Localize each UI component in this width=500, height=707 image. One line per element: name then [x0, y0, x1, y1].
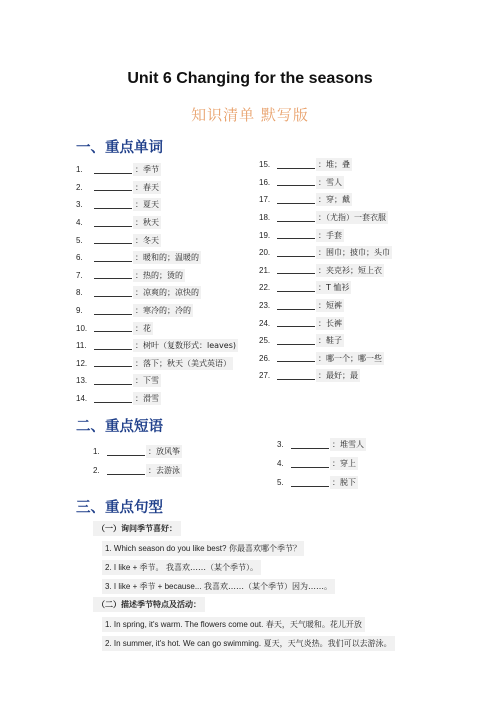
- word-row: [76, 249, 238, 267]
- answer-blank[interactable]: [277, 266, 315, 274]
- word-row: [259, 156, 392, 174]
- answer-blank[interactable]: [277, 178, 315, 186]
- item-meaning: ：堆雪人: [332, 440, 364, 449]
- item-meaning: ：暖和的；温暖的: [135, 253, 199, 263]
- word-row: [259, 332, 392, 350]
- answer-blank[interactable]: [277, 284, 315, 292]
- item-number: 6.: [76, 253, 83, 263]
- document-subtitle: 知识清单 默写版: [191, 106, 309, 124]
- phrase-row: [93, 461, 182, 480]
- item-meaning: ：鞋子: [318, 336, 342, 346]
- answer-blank[interactable]: [107, 448, 145, 456]
- item-meaning: ：T 恤衫: [318, 283, 350, 293]
- item-meaning: ：滑雪: [135, 394, 159, 404]
- item-meaning: ：秋天: [135, 218, 159, 228]
- section-heading-phrases: 二、重点短语: [76, 418, 163, 435]
- phrase-row: [277, 435, 366, 454]
- item-meaning: ：凉爽的；凉快的: [135, 288, 199, 298]
- answer-blank[interactable]: [94, 359, 132, 367]
- item-number: 2.: [76, 182, 83, 192]
- section-heading-words: 一、重点单词: [76, 139, 163, 156]
- answer-blank[interactable]: [94, 254, 132, 262]
- answer-blank[interactable]: [277, 319, 315, 327]
- word-row: [259, 350, 392, 368]
- item-number: 25.: [259, 336, 271, 346]
- item-meaning: ：冬天: [135, 235, 159, 245]
- word-row: [76, 372, 238, 390]
- item-meaning: ：穿上: [332, 459, 356, 468]
- item-number: 4.: [76, 218, 83, 228]
- item-number: 14.: [76, 394, 88, 404]
- item-number: 11.: [76, 341, 87, 351]
- item-number: 22.: [259, 283, 271, 293]
- answer-blank[interactable]: [94, 377, 132, 385]
- item-meaning: ：夏天: [135, 200, 159, 210]
- word-row: [76, 179, 238, 197]
- word-row: [76, 302, 238, 320]
- item-meaning: ：长裤: [318, 318, 342, 328]
- item-meaning: ：落下；秋天（美式英语）: [135, 358, 231, 368]
- answer-blank[interactable]: [94, 183, 132, 191]
- answer-blank[interactable]: [94, 201, 132, 209]
- word-row: [76, 319, 238, 337]
- answer-blank[interactable]: [277, 249, 315, 257]
- phrase-list-left: [93, 442, 182, 480]
- item-meaning: ：最好；最: [318, 371, 358, 381]
- word-row: [259, 279, 392, 297]
- item-number: 19.: [259, 230, 271, 240]
- item-meaning: ：哪一个；哪一些: [318, 353, 382, 363]
- item-number: 24.: [259, 318, 271, 328]
- item-meaning: ：季节: [135, 165, 159, 175]
- item-meaning: ：花: [135, 323, 151, 333]
- item-meaning: ：寒冷的；冷的: [135, 306, 191, 316]
- word-row: [259, 226, 392, 244]
- phrase-row: [277, 454, 366, 473]
- answer-blank[interactable]: [94, 289, 132, 297]
- item-number: 3.: [277, 440, 284, 449]
- item-number: 2.: [93, 466, 100, 475]
- answer-blank[interactable]: [94, 342, 132, 350]
- sentence-item: 1. In spring, it's warm. The flowers come out. 春天，天气暖和。花儿开放: [102, 617, 365, 632]
- answer-blank[interactable]: [277, 337, 315, 345]
- item-meaning: ：夹克衫；短上衣: [318, 265, 382, 275]
- word-row: [259, 297, 392, 315]
- item-number: 3.: [76, 200, 83, 210]
- item-meaning: ：手套: [318, 230, 342, 240]
- answer-blank[interactable]: [277, 231, 315, 239]
- word-row: [259, 314, 392, 332]
- phrase-row: [93, 442, 182, 461]
- item-number: 20.: [259, 248, 271, 258]
- item-number: 9.: [76, 306, 83, 316]
- word-row: [76, 214, 238, 232]
- item-number: 10.: [76, 323, 88, 333]
- item-number: 8.: [76, 288, 83, 298]
- answer-blank[interactable]: [277, 372, 315, 380]
- item-number: 17.: [259, 195, 271, 205]
- item-number: 16.: [259, 177, 271, 187]
- item-number: 18.: [259, 213, 271, 223]
- group-heading-season-preference: （一）询问季节喜好：: [93, 521, 181, 536]
- item-number: 26.: [259, 353, 271, 363]
- word-row: [259, 262, 392, 280]
- item-meaning: ：穿；戴: [318, 195, 350, 205]
- word-row: [76, 355, 238, 373]
- word-row: [259, 244, 392, 262]
- item-meaning: ：堆；叠: [318, 160, 350, 170]
- answer-blank[interactable]: [291, 460, 329, 468]
- answer-blank[interactable]: [94, 236, 132, 244]
- word-row: [76, 231, 238, 249]
- word-row: [76, 390, 238, 408]
- item-meaning: ：春天: [135, 182, 159, 192]
- document-title: Unit 6 Changing for the seasons: [127, 70, 373, 87]
- item-number: 7.: [76, 270, 83, 280]
- item-number: 27.: [259, 371, 271, 381]
- item-number: 23.: [259, 301, 271, 311]
- word-list-right: [259, 156, 392, 385]
- item-meaning: ：雪人: [318, 177, 342, 187]
- item-number: 12.: [76, 358, 88, 368]
- answer-blank[interactable]: [277, 196, 315, 204]
- sentence-item: 2. I like + 季节。 我喜欢……（某个季节）。: [102, 560, 261, 575]
- item-meaning: ：围巾；披巾；头巾: [318, 248, 390, 258]
- group-heading-season-features: （二）描述季节特点及活动：: [93, 597, 205, 612]
- item-number: 5.: [76, 235, 83, 245]
- word-row: [76, 196, 238, 214]
- item-number: 21.: [259, 265, 271, 275]
- item-meaning: ：短裤: [318, 301, 342, 311]
- answer-blank[interactable]: [94, 307, 132, 315]
- item-number: 13.: [76, 376, 88, 386]
- item-number: 1.: [76, 165, 83, 175]
- sentence-item: 3. I like + 季节 + because... 我喜欢……（某个季节）因为……。: [102, 579, 335, 594]
- word-row: [76, 161, 238, 179]
- answer-blank[interactable]: [277, 214, 315, 222]
- word-list-left: [76, 161, 238, 407]
- answer-blank[interactable]: [277, 302, 315, 310]
- phrase-row: [277, 473, 366, 492]
- sentence-item: 2. In summer, it's hot. We can go swimming. 夏天，天气炎热。我们可以去游泳。: [102, 636, 395, 651]
- answer-blank[interactable]: [94, 395, 132, 403]
- item-number: 4.: [277, 459, 284, 468]
- answer-blank[interactable]: [291, 441, 329, 449]
- word-row: [76, 284, 238, 302]
- item-number: 15.: [259, 160, 271, 170]
- item-meaning: ：放风筝: [148, 447, 180, 456]
- answer-blank[interactable]: [277, 354, 315, 362]
- word-row: [76, 267, 238, 285]
- word-row: [259, 174, 392, 192]
- answer-blank[interactable]: [277, 161, 315, 169]
- word-row: [259, 191, 392, 209]
- section-heading-sentences: 三、重点句型: [76, 499, 163, 516]
- answer-blank[interactable]: [107, 467, 145, 475]
- item-meaning: ：脱下: [332, 478, 356, 487]
- item-meaning: ：下雪: [135, 376, 159, 386]
- item-meaning: ：热的；烫的: [135, 270, 183, 280]
- item-number: 1.: [93, 447, 100, 456]
- phrase-list-right: [277, 435, 366, 492]
- item-meaning: ：去游泳: [148, 466, 180, 475]
- item-meaning: ：树叶（复数形式：leaves): [135, 341, 236, 351]
- word-row: [76, 337, 238, 355]
- answer-blank[interactable]: [94, 166, 132, 174]
- answer-blank[interactable]: [291, 479, 329, 487]
- answer-blank[interactable]: [94, 271, 132, 279]
- sentence-item: 1. Which season do you like best? 你最喜欢哪个季节？: [102, 541, 304, 556]
- word-row: [259, 209, 392, 227]
- answer-blank[interactable]: [94, 219, 132, 227]
- answer-blank[interactable]: [94, 324, 132, 332]
- word-row: [259, 367, 392, 385]
- item-number: 5.: [277, 478, 284, 487]
- item-meaning: ：（尤指）一套衣服: [318, 213, 386, 223]
